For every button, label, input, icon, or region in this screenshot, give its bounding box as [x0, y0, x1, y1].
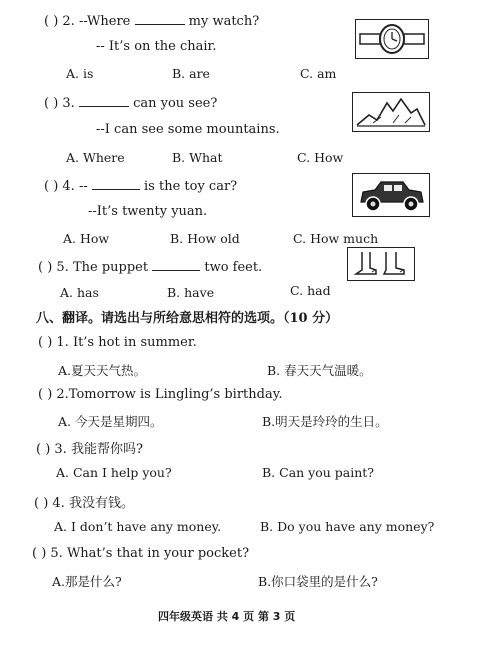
p8-q4-option-b[interactable]: B. Do you have any money? [260, 519, 435, 534]
section-8-title: 八、翻译。请选出与所给意思相符的选项。（10 分） [36, 311, 339, 326]
p8-q3-stem: ( ) 3. 我能帮你吗? [36, 442, 143, 457]
q2-option-a[interactable]: A. is [66, 66, 94, 81]
q4-option-b[interactable]: B. How old [170, 231, 240, 246]
q3-blank[interactable] [79, 94, 129, 107]
p8-q1-option-a[interactable]: A.夏天天气热。 [58, 363, 147, 378]
q3-answer: --I can see some mountains. [96, 122, 280, 137]
q4-option-a[interactable]: A. How [63, 231, 110, 246]
p8-q4-option-a[interactable]: A. I don’t have any money. [54, 519, 222, 534]
feet-icon [347, 247, 415, 281]
q3-suffix: can you see? [133, 96, 218, 111]
p8-q4-stem: ( ) 4. 我没有钱。 [34, 496, 134, 511]
q3-option-b[interactable]: B. What [172, 150, 223, 165]
p8-q1-stem: ( ) 1. It’s hot in summer. [38, 335, 197, 350]
q5-stem [38, 258, 262, 275]
p8-q2-stem: ( ) 2.Tomorrow is Lingling’s birthday. [38, 387, 283, 402]
q5-option-b[interactable]: B. have [167, 285, 215, 300]
q2-stem [44, 12, 259, 29]
p8-q2-option-a[interactable]: A. 今天是星期四。 [58, 414, 163, 429]
q2-blank[interactable] [135, 12, 185, 25]
q4-suffix: is the toy car? [144, 179, 238, 194]
q4-option-c[interactable]: C. How much [293, 231, 379, 246]
p8-q1-option-b[interactable]: B. 春天天气温暖。 [267, 363, 372, 378]
q5-blank[interactable] [152, 258, 200, 271]
toy-car-icon [352, 173, 430, 217]
p8-q3-option-b[interactable]: B. Can you paint? [262, 465, 375, 480]
q5-option-a[interactable]: A. has [60, 285, 99, 300]
q4-stem [44, 177, 237, 194]
q3-option-c[interactable]: C. How [297, 150, 344, 165]
q4-blank[interactable] [92, 177, 140, 190]
q3-prefix: ( ) 3. [44, 96, 75, 111]
q2-option-c[interactable]: C. am [300, 66, 337, 81]
mountains-icon [352, 92, 430, 132]
q3-option-a[interactable]: A. Where [66, 150, 125, 165]
q3-stem [44, 94, 217, 111]
q5-suffix: two feet. [204, 260, 263, 275]
q5-prefix: ( ) 5. The puppet [38, 260, 149, 275]
q2-answer: -- It’s on the chair. [96, 39, 217, 54]
q2-option-b[interactable]: B. are [172, 66, 210, 81]
q4-answer: --It’s twenty yuan. [88, 204, 208, 219]
p8-q5-option-b[interactable]: B.你口袋里的是什么? [258, 574, 378, 589]
watch-icon [355, 19, 429, 59]
p8-q5-option-a[interactable]: A.那是什么? [52, 574, 122, 589]
q2-prefix: ( ) 2. --Where [44, 14, 131, 29]
page-footer: 四年级英语 共 4 页 第 3 页 [158, 610, 296, 623]
p8-q5-stem: ( ) 5. What’s that in your pocket? [32, 546, 250, 561]
p8-q3-option-a[interactable]: A. Can I help you? [56, 465, 172, 480]
q2-suffix: my watch? [188, 14, 260, 29]
q4-prefix: ( ) 4. -- [44, 179, 88, 194]
p8-q2-option-b[interactable]: B.明天是玲玲的生日。 [262, 414, 388, 429]
q5-option-c[interactable]: C. had [290, 283, 331, 298]
